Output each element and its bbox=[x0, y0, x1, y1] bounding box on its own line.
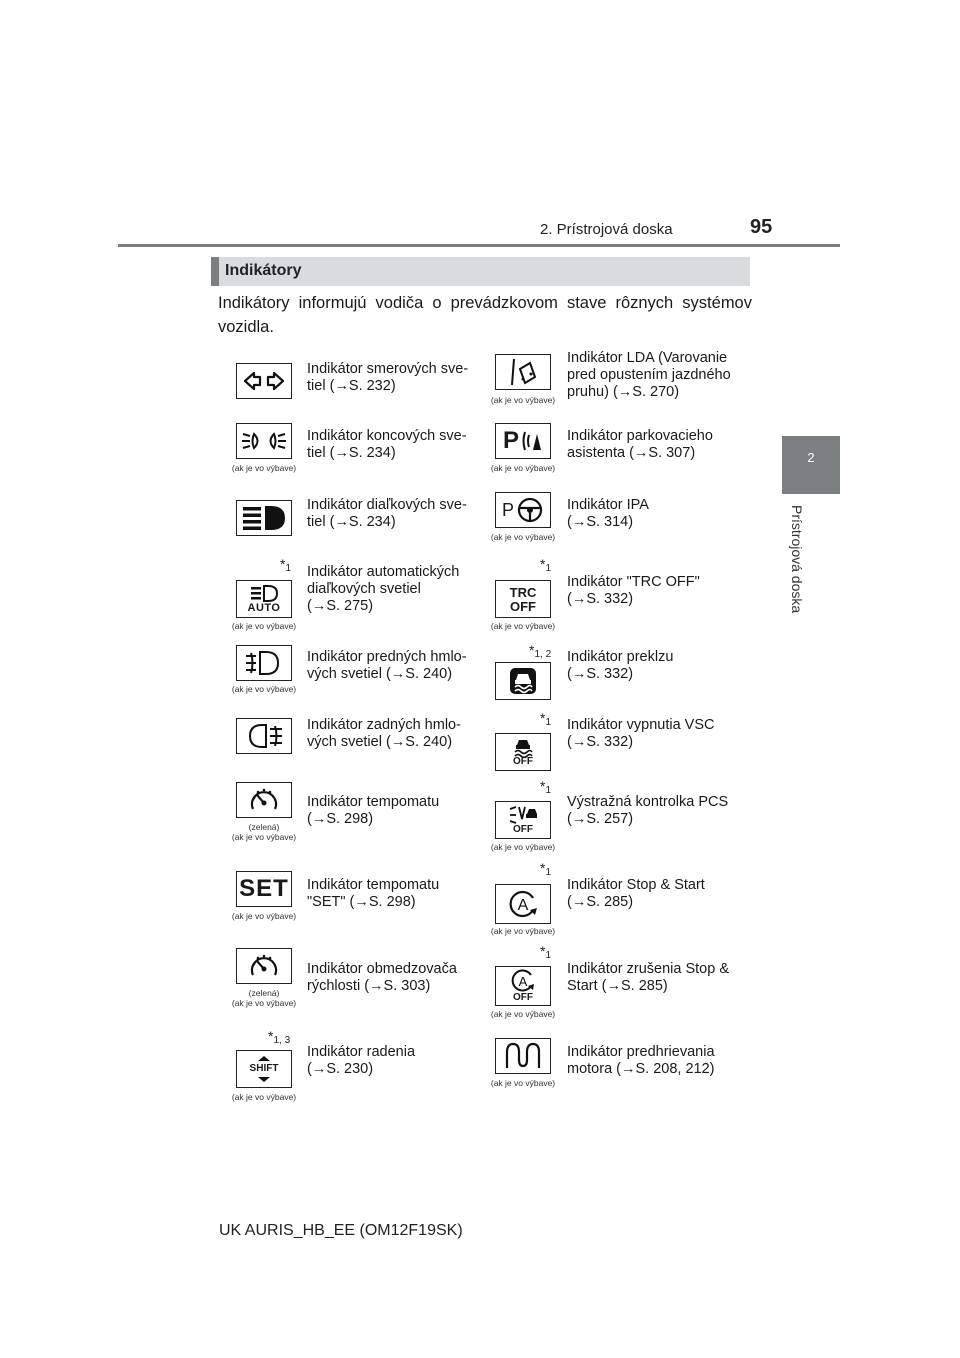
desc-rear-fog: Indikátor zadných hmlo- vých svetiel (→S. 240) bbox=[307, 717, 461, 750]
caption-parking-assist: (ak je vo výbave) bbox=[490, 463, 556, 473]
desc-cruise-control: Indikátor tempomatu (→S. 298) bbox=[307, 794, 440, 827]
caption-auto-high-beam: (ak je vo výbave) bbox=[231, 621, 297, 631]
shift-label: SHIFT bbox=[249, 1063, 279, 1074]
stop-start-off-icon bbox=[495, 966, 551, 1006]
caption-cruise-control: (zelená) (ak je vo výbave) bbox=[231, 822, 297, 842]
section-heading-accent bbox=[211, 257, 219, 286]
caption-speed-limiter: (zelená) (ak je vo výbave) bbox=[231, 988, 297, 1008]
desc-cruise-set: Indikátor tempomatu "SET" (→S. 298) bbox=[307, 877, 440, 910]
trc-label: TRC bbox=[509, 584, 537, 600]
footnote-mark-auto-high-beam: $*_1$ bbox=[280, 556, 292, 574]
high-beam-icon bbox=[236, 500, 292, 536]
chapter-tab-number: 2 bbox=[807, 450, 815, 465]
desc-pcs: Výstražná kontrolka PCS (→S. 257) bbox=[567, 794, 729, 827]
caption-lda: (ak je vo výbave) bbox=[490, 395, 556, 405]
desc-parking-assist: Indikátor parkovacieho asistenta (→S. 307) bbox=[567, 428, 713, 461]
desc-glow-plug: Indikátor predhrievania motora (→S. 208, 212) bbox=[567, 1044, 715, 1077]
desc-speed-limiter: Indikátor obmedzovača rýchlosti (→S. 303) bbox=[307, 961, 457, 994]
turn-signal-icon bbox=[236, 363, 292, 399]
auto-label: AUTO bbox=[247, 601, 281, 614]
footnote-mark-stop-start: $*_1$ bbox=[540, 860, 552, 878]
ipa-p-label: P bbox=[501, 499, 514, 520]
parking-assist-icon bbox=[495, 423, 551, 459]
desc-tail-light: Indikátor koncových sve- tiel (→S. 234) bbox=[307, 428, 467, 461]
desc-shift: Indikátor radenia (→S. 230) bbox=[307, 1044, 416, 1077]
trc-off-label: OFF bbox=[510, 598, 536, 614]
header-divider bbox=[118, 244, 840, 247]
caption-trc-off: (ak je vo výbave) bbox=[490, 621, 556, 631]
caption-cruise-set: (ak je vo výbave) bbox=[231, 911, 297, 921]
auto-high-beam-icon bbox=[236, 580, 292, 618]
desc-high-beam: Indikátor diaľkových sve- tiel (→S. 234) bbox=[307, 497, 467, 530]
page-number: 95 bbox=[750, 216, 773, 238]
desc-ipa: Indikátor IPA (→S. 314) bbox=[567, 497, 649, 530]
glow-plug-icon bbox=[495, 1038, 551, 1074]
vsc-off-label: OFF bbox=[513, 756, 533, 767]
stop-start-icon bbox=[495, 884, 551, 924]
footnote-mark-vsc-off: $*_1$ bbox=[540, 710, 552, 728]
rear-fog-icon bbox=[236, 718, 292, 754]
lda-icon bbox=[495, 354, 551, 390]
header-section-title: 2. Prístrojová doska bbox=[540, 221, 673, 238]
caption-stop-start: (ak je vo výbave) bbox=[490, 926, 556, 936]
tail-light-icon bbox=[236, 423, 292, 459]
caption-glow-plug: (ak je vo výbave) bbox=[490, 1078, 556, 1088]
pcs-warning-icon bbox=[495, 801, 551, 839]
ipa-icon bbox=[495, 492, 551, 528]
pcs-off-label: OFF bbox=[513, 824, 533, 835]
desc-lda: Indikátor LDA (Varovanie pred opustením jazdného pruhu) (→S. 270) bbox=[567, 350, 731, 400]
desc-vsc-off: Indikátor vypnutia VSC (→S. 332) bbox=[567, 717, 715, 750]
desc-stop-start-off: Indikátor zrušenia Stop & Start (→S. 285) bbox=[567, 961, 730, 994]
stop-start-a-glyph: A bbox=[517, 897, 529, 914]
cruise-set-icon bbox=[236, 871, 292, 907]
stop-start-off-label: OFF bbox=[513, 992, 533, 1003]
shift-indicator-icon bbox=[236, 1050, 292, 1088]
desc-auto-high-beam: Indikátor automatických diaľkových svetiel (→S. 275) bbox=[307, 564, 460, 614]
caption-ipa: (ak je vo výbave) bbox=[490, 532, 556, 542]
section-title: Indikátory bbox=[225, 262, 302, 279]
speed-limiter-icon bbox=[236, 948, 292, 984]
parking-p-label: P bbox=[502, 427, 519, 454]
footnote-mark-trc-off: $*_1$ bbox=[540, 556, 552, 574]
caption-shift: (ak je vo výbave) bbox=[231, 1092, 297, 1102]
caption-tail-light: (ak je vo výbave) bbox=[231, 463, 297, 473]
stop-start-off-a-glyph: A bbox=[518, 974, 528, 989]
vsc-off-icon bbox=[495, 733, 551, 771]
set-label: SET bbox=[239, 875, 289, 902]
trc-off-icon bbox=[495, 580, 551, 618]
footnote-mark-pcs: $*_1$ bbox=[540, 778, 552, 796]
caption-front-fog: (ak je vo výbave) bbox=[231, 684, 297, 694]
footnote-mark-stop-start-off: $*_1$ bbox=[540, 943, 552, 961]
chapter-tab-label: Prístrojová doska bbox=[789, 505, 805, 614]
slip-icon bbox=[495, 662, 551, 700]
caption-stop-start-off: (ak je vo výbave) bbox=[490, 1009, 556, 1019]
desc-trc-off: Indikátor "TRC OFF" (→S. 332) bbox=[567, 574, 700, 607]
footnote-mark-shift: $*_{1, 3}$ bbox=[268, 1028, 291, 1046]
intro-paragraph: Indikátory informujú vodiča o prevádzkovom stave rôznych systémov vozidla. bbox=[218, 294, 752, 336]
front-fog-icon bbox=[236, 645, 292, 681]
footnote-mark-slip: $*_{1, 2}$ bbox=[529, 642, 552, 660]
desc-stop-start: Indikátor Stop & Start (→S. 285) bbox=[567, 877, 705, 910]
desc-turn-signal: Indikátor smerových sve- tiel (→S. 232) bbox=[307, 361, 469, 394]
desc-slip: Indikátor preklzu (→S. 332) bbox=[567, 649, 674, 682]
desc-front-fog: Indikátor predných hmlo- vých svetiel (→S. 240) bbox=[307, 649, 467, 682]
footer-document-code: UK AURIS_HB_EE (OM12F19SK) bbox=[219, 1222, 463, 1239]
cruise-control-icon bbox=[236, 782, 292, 818]
caption-pcs: (ak je vo výbave) bbox=[490, 842, 556, 852]
chapter-tab bbox=[782, 436, 840, 494]
